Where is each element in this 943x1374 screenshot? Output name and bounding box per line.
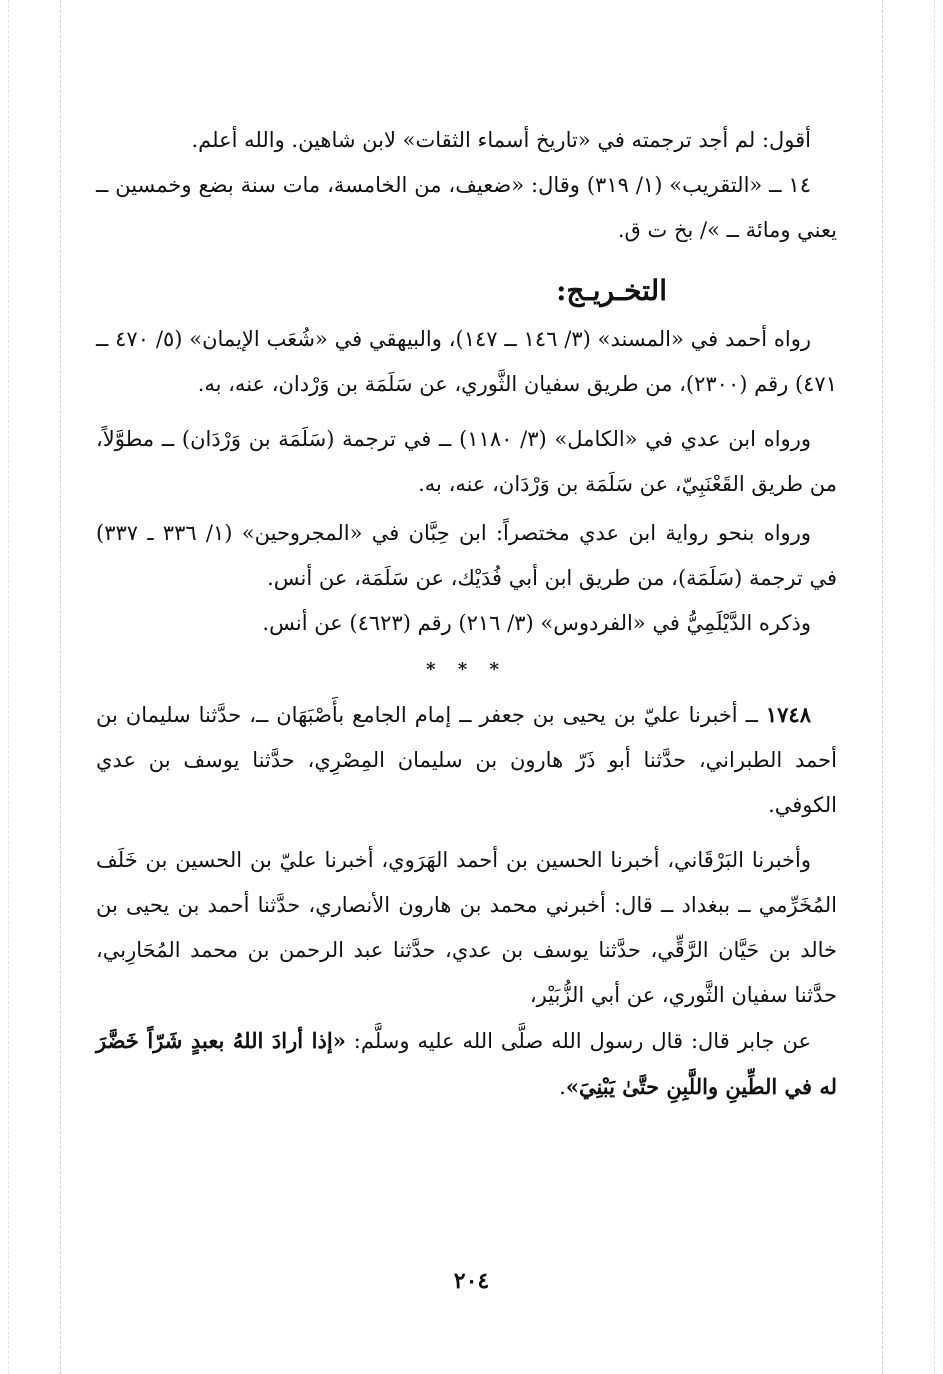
- hadith-number: ١٧٤٨: [765, 702, 811, 727]
- paragraph-ibn-adi: ورواه ابن عدي في «الكامل» (٣/ ١١٨٠) ــ في ترجمة (سَلَمَة بن وَرْدَان) ــ مطوَّلاً، من طريق القَعْنَبِيّ، عن سَلَمَة بن وَرْدَان، عنه، به.: [96, 427, 837, 496]
- paragraph-taqrib: ١٤ ــ «التقريب» (١/ ٣١٩) وقال: «ضعيف، من الخامسة، مات سنة بضع وخمسين ــ يعني ومائة ــ »/ بخ ت ق.: [96, 173, 837, 242]
- hadith-isnad-2: وأخبرنا البَرْقَاني، أخبرنا الحسين بن أحمد الهَرَوي، أخبرنا عليّ بن الحسين بن خَلَف المُخَرِّمي ــ ببغداد ــ قال: أخبرني محمد بن هارون الأنصاري، حدَّثنا أحمد بن يحيى بن خالد بن حَيَّان الرَّقِّي، حدَّثنا يوسف بن عدي، حدَّثنا عبد الرحمن بن محمد المُحَارِبي، حدَّثنا سفيان الثَّوري، عن أبي الزُّبَيْر،: [96, 848, 837, 1007]
- hadith-matn-quote: «إذا أرادَ اللهُ بعبدٍ شَرّاً خَضَّرَ له في الطِّينِ واللَّبِنِ حتَّىٰ يَبْنِيَ»: [96, 1028, 837, 1099]
- page-body: [96, 118, 837, 1110]
- margin-guide-right: [882, 0, 883, 1374]
- margin-guide-outer-left: [8, 0, 9, 1374]
- page-number: ٢٠٤: [453, 1268, 490, 1294]
- hadith-matn-lead: عن جابر قال: قال رسول الله صلَّى الله عليه وسلَّم:: [345, 1029, 811, 1053]
- margin-guide-outer-right: [934, 0, 935, 1374]
- hadith-matn-end: .: [559, 1075, 566, 1099]
- paragraph-ahmad-musnad: رواه أحمد في «المسند» (٣/ ١٤٦ ــ ١٤٧)، والبيهقي في «شُعَب الإيمان» (٥/ ٤٧٠ ــ ٤٧١) رقم (٢٣٠٠)، من طريق سفيان الثَّوري، عن سَلَمَة بن وَرْدان، عنه، به.: [96, 327, 837, 396]
- paragraph-aqul: أقول: لم أجد ترجمته في «تاريخ أسماء الثقات» لابن شاهين. والله أعلم.: [191, 128, 811, 152]
- section-separator-stars: * * *: [426, 659, 507, 680]
- hadith-entry-1748: [96, 692, 837, 828]
- section-heading-takhrij: التخـريـج:: [556, 274, 667, 307]
- hadith-matn: [96, 1018, 837, 1110]
- paragraph-ibn-hibban: ورواه بنحو رواية ابن عدي مختصراً: ابن حِبَّان في «المجروحين» (١/ ٣٣٦ ـ ٣٣٧) في ترجمة (سَلَمَة)، من طريق ابن أبي فُدَيْك، عن سَلَمَة، عن أنس.: [96, 521, 837, 590]
- paragraph-daylami: وذكره الدَّيْلَمِيُّ في «الفردوس» (٣/ ٢١٦) رقم (٤٦٢٣) عن أنس.: [262, 611, 811, 635]
- hadith-isnad-1: ــ أخبرنا عليّ بن يحيى بن جعفر ــ إمام الجامع بأَصْبَهَان ــ، حدَّثنا سليمان بن أحمد الطبراني، حدَّثنا أبو ذَرّ هارون بن سليمان المِصْرِي، حدَّثنا يوسف بن عدي الكوفي.: [96, 703, 837, 817]
- margin-guide-left: [60, 0, 61, 1374]
